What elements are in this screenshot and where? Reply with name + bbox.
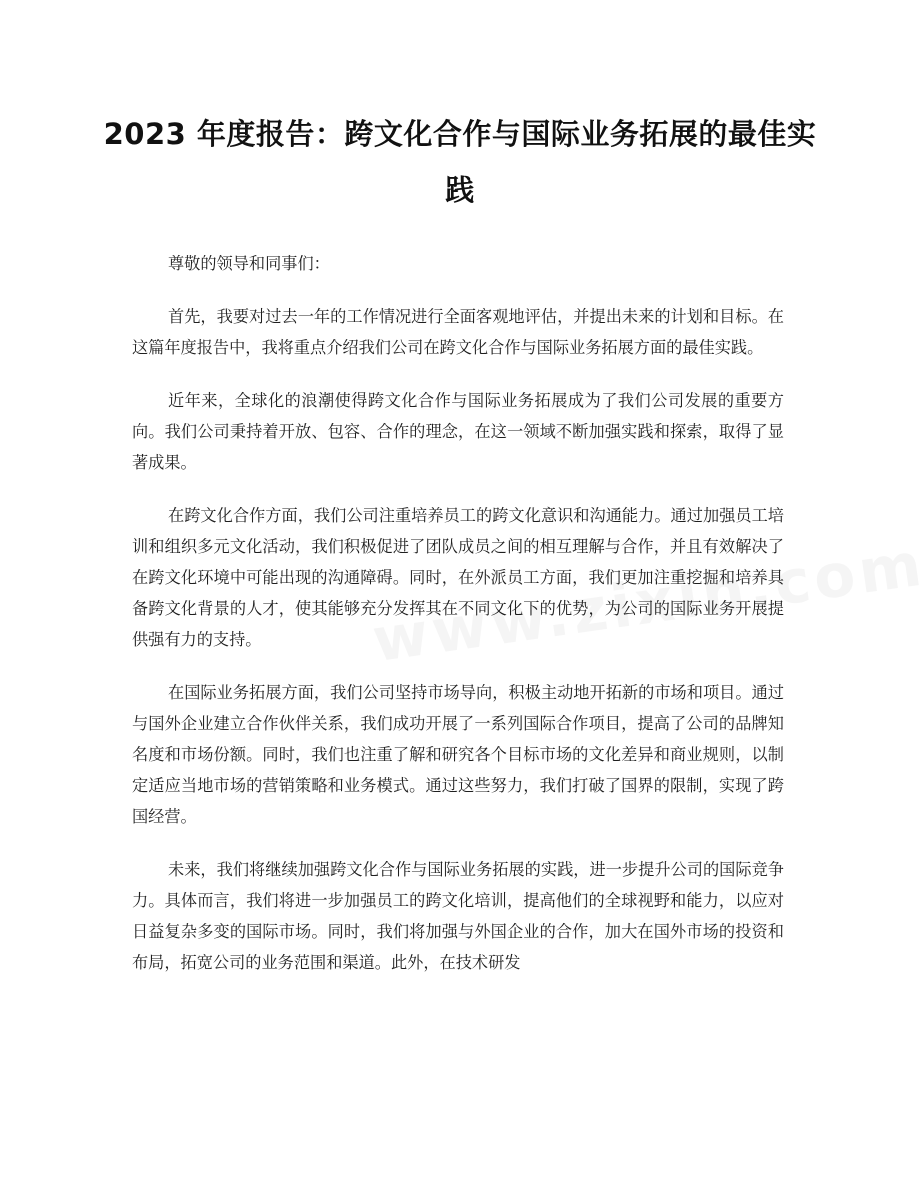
paragraph-4: 在国际业务拓展方面，我们公司坚持市场导向，积极主动地开拓新的市场和项目。通过与国外企业建立合作伙伴关系，我们成功开展了一系列国际合作项目，提高了公司的品牌知名度和市场份额。同时，我们也注重了解和研究各个目标市场的文化差异和商业规则，以制定适应当地市场的营销策略和业务模式。通过这些努力，我们打破了国界的限制，实现了跨国经营。 [132, 683, 784, 826]
document-title: 2023 年度报告：跨文化合作与国际业务拓展的最佳实践 [103, 117, 817, 207]
paragraph-3: 在跨文化合作方面，我们公司注重培养员工的跨文化意识和沟通能力。通过加强员工培训和组织多元文化活动，我们积极促进了团队成员之间的相互理解与合作，并且有效解决了在跨文化环境中可能出现的沟通障碍。同时，在外派员工方面，我们更加注重挖掘和培养具备跨文化背景的人才，使其能够充分发挥其在不同文化下的优势，为公司的国际业务开展提供强有力的支持。 [132, 506, 784, 649]
salutation: 尊敬的领导和同事们： [168, 254, 330, 273]
paragraph-5: 未来，我们将继续加强跨文化合作与国际业务拓展的实践，进一步提升公司的国际竞争力。具体而言，我们将进一步加强员工的跨文化培训，提高他们的全球视野和能力，以应对日益复杂多变的国际市场。同时，我们将加强与外国企业的合作，加大在国外市场的投资和布局，拓宽公司的业务范围和渠道。此外，在技术研发 [132, 860, 784, 972]
paragraph-1: 首先，我要对过去一年的工作情况进行全面客观地评估，并提出未来的计划和目标。在这篇年度报告中，我将重点介绍我们公司在跨文化合作与国际业务拓展方面的最佳实践。 [132, 307, 784, 357]
document-body [132, 248, 784, 1000]
paragraph-2: 近年来，全球化的浪潮使得跨文化合作与国际业务拓展成为了我们公司发展的重要方向。我们公司秉持着开放、包容、合作的理念，在这一领域不断加强实践和探索，取得了显著成果。 [132, 391, 784, 472]
